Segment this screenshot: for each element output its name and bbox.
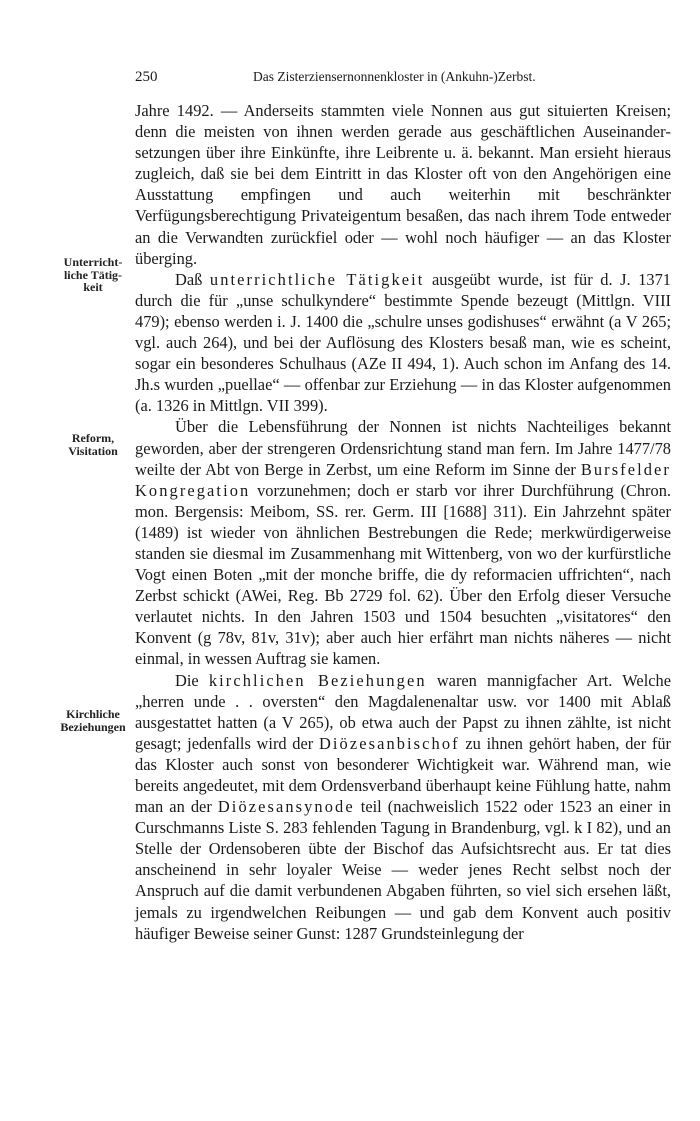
margin-note-line: Reform,: [71, 431, 115, 445]
page-number: 250: [135, 69, 158, 85]
text-run: ausgeübt wurde, ist für d. J. 1371 durch die für „unse schulkyndere“ bestimmte Spende bezeugt (Mittlgn. VIII 479); ebenso werden i. J. 1400 die „schulre unses godishuses“ erwähnt (a V 265; vgl. auch 264), und bei der Auflösung des Klosters besaß man, wie es scheint, sogar ein besonderes Schulhaus (AZe II 494, 1). Auch schon im Anfang des 14. Jh.s wurden „puellae“ — offenbar zur Erziehung — in das Kloster aufgenommen (a. 1326 in Mittlgn. VII 399).: [135, 269, 672, 416]
spaced-term: unterrichtliche Tätigkeit: [209, 269, 425, 289]
margin-note-kirchliche-beziehungen: [56, 708, 130, 733]
spaced-term: Diözesansynode: [217, 797, 355, 817]
body-text: [135, 100, 671, 944]
spaced-term: kirchlichen Beziehungen: [208, 670, 427, 690]
text-run: Die: [175, 670, 209, 690]
text-run: waren mannigfacher Art. Welche „herren unde . . oversten“ den Magdalenenaltar usw. vor 1400 mit Ablaß ausgestattet hatten (a V 265), ob etwa auch der Papst zu ihnen zählte, ist nicht gesagt; jedenfalls wird der: [135, 670, 672, 753]
text-run: Über die Lebensführung der Nonnen ist nichts Nachteiliges bekannt geworden, aber der strengeren Ordensrichtung stand man fern. Im Jahre 1477/78 weilte der Abt von Berge in Zerbst, um eine Reform im Sinne der: [135, 417, 671, 479]
text-run: Daß: [175, 269, 210, 289]
paragraph-reform: [135, 416, 671, 669]
margin-note-line: Beziehungen: [60, 719, 126, 734]
margin-note-unterrichtliche-taetigkeit: [56, 256, 130, 294]
margin-note-line: Kirchliche: [66, 707, 120, 721]
spaced-term: Bursfelder Kongregation: [135, 459, 671, 500]
text-run: vorzunehmen; doch er starb vor ihrer Durchführung (Chron. mon. Bergensis: Meibom, SS. rer. Germ. III [1688] 311). Ein Jahrzehnt später (1489) ist wieder von ähnlichen Bestrebungen die Rede; merkwürdigerweise standen sie diesmal im Zusammenhang mit Wittenberg, von wo der kurfürstliche Vogt einen Boten „mit der monche briffe, die dy reformacien uffrichten“, nach Zerbst schickt (AWei, Reg. Bb 2729 fol. 62). Über den Erfolg dieser Versuche verlautet nichts. In den Jahren 1503 und 1504 besuchten „visitatores“ den Konvent (g 78v, 81v, 31v); aber auch hier erfährt man nichts näheres — nicht einmal, in wessen Auftrag sie kamen.: [135, 480, 671, 669]
text-run: zu ihnen gehört haben, der für das Kloster auch sonst von besonderer Wichtigkeit war. Während man, wie bereits angedeutet, mit dem Ordensverband überhaupt keine Fühlung hatte, nahm man an der: [135, 733, 671, 817]
margin-note-line: keit: [83, 280, 103, 294]
margin-note-reform-visitation: [56, 432, 130, 457]
margin-note-line: liche Tätig-: [63, 267, 123, 282]
spaced-term: Diözesanbischof: [318, 733, 460, 753]
running-title: Das Zisterziensernonnenkloster in (Ankuhn-)Zerbst.: [253, 69, 536, 84]
paragraph-unterricht: [135, 269, 671, 417]
margin-note-line: Unterricht-: [63, 255, 123, 269]
paragraph-kirchliche-beziehungen: [135, 670, 671, 944]
margin-note-line: Visitation: [68, 443, 118, 458]
text-run: teil (nachweislich 1522 oder 1523 an einer in Curschmanns Liste S. 283 fehlenden Tagung in Brandenburg, vgl. k I 82), und an Stelle der Ordensoberen übte der Bischof das Aufsichtsrecht aus. Er tat dies anscheinend in sehr loyaler Weise — weder jenes Recht selbst noch der Anspruch auf die damit verbundenen Abgaben führten, so viel sich ersehen läßt, jemals zu irgendwelchen Reibungen — und gab dem Konvent auch positiv häufiger Beweise seiner Gunst: 1287 Grundsteinlegung der: [135, 797, 671, 943]
paragraph-continuation: Jahre 1492. — Anderseits stammten viele Nonnen aus gut situierten Kreisen; denn die meisten von ihnen werden gerade aus geschäftlichen Auseinandersetzungen über ihre Einkünfte, ihre Leibrente u. ä. bekannt. Man ersieht hieraus zugleich, daß sie bei dem Eintritt in das Kloster oft von den Angehörigen eine Ausstattung empfingen und auch weiterhin mit beschränkter Verfügungsberechtigung Privateigentum besaßen, das nach ihrem Tode entweder an die Verwandten zurückfiel oder — wohl noch häufiger — an das Kloster überging.: [135, 101, 671, 268]
